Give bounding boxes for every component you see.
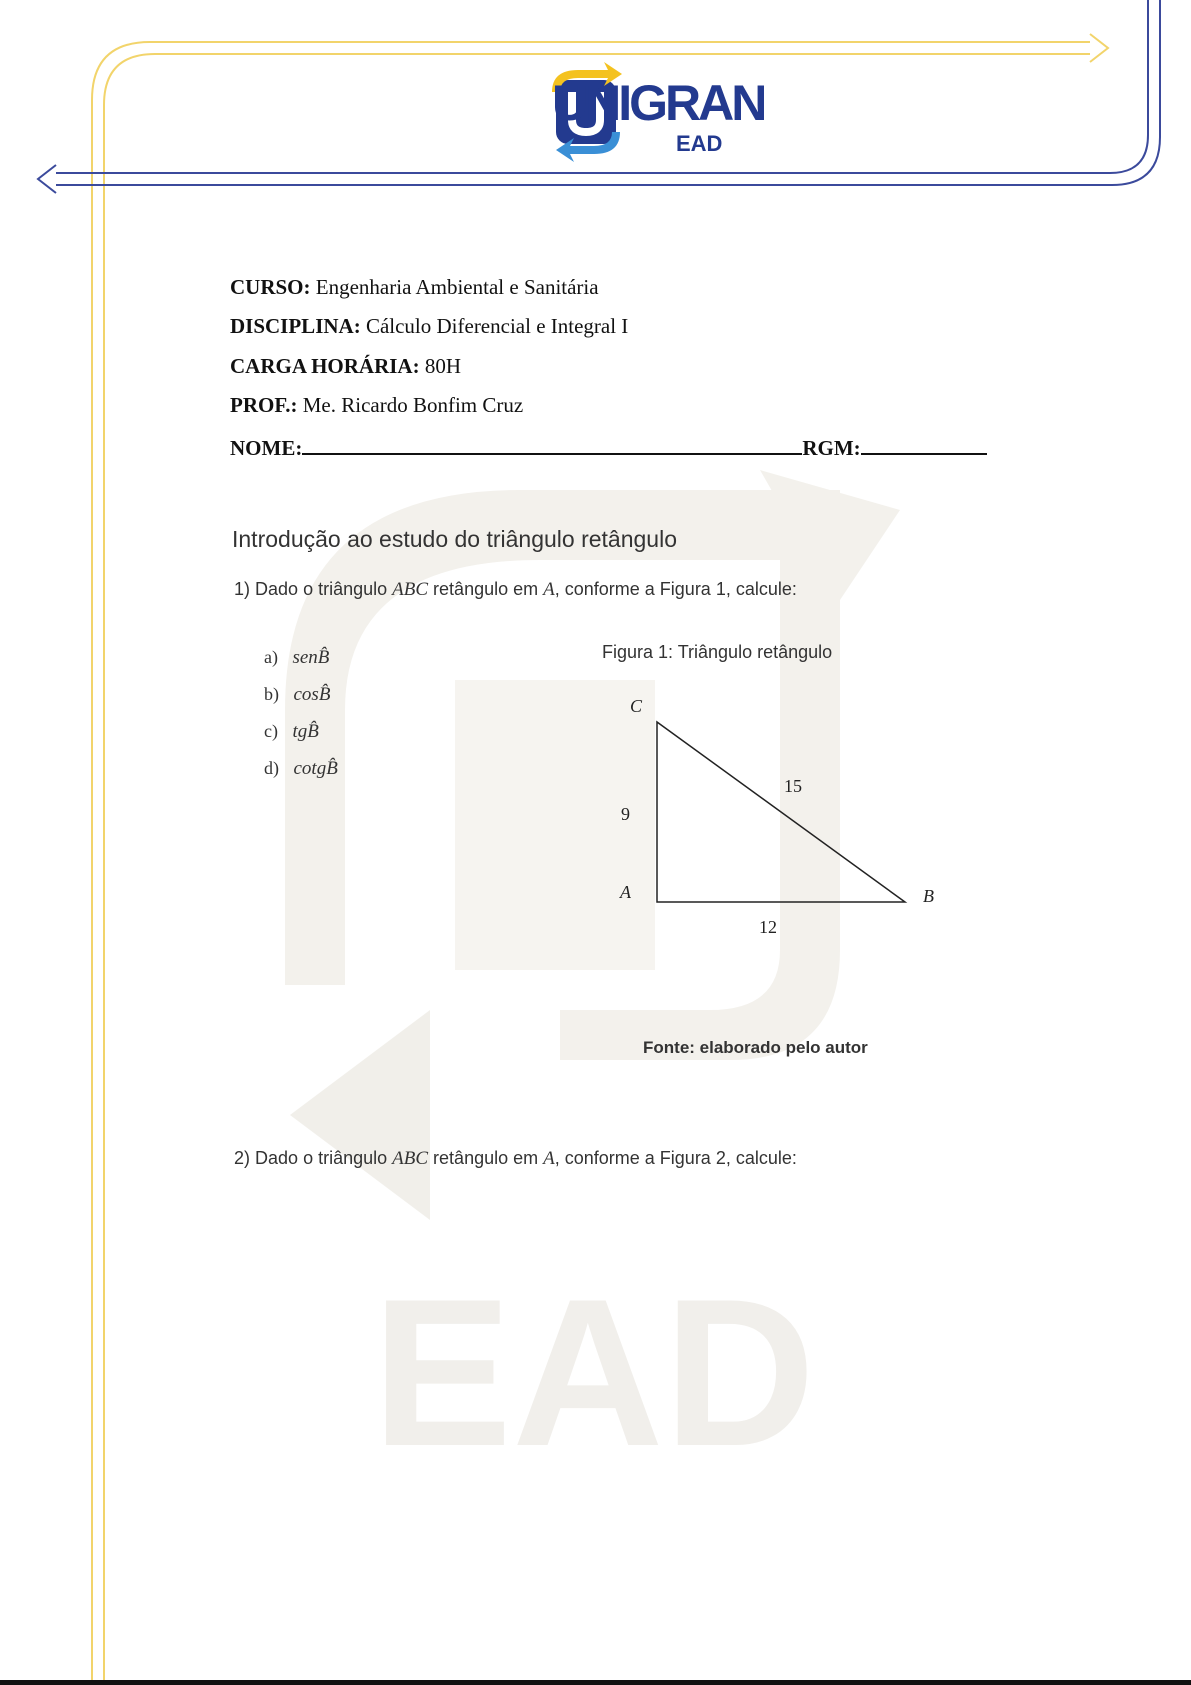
- q1-text-c: , conforme a Figura 1, calcule:: [554, 579, 797, 599]
- q2-text-b: retângulo em: [433, 1148, 539, 1168]
- carga-label: CARGA HORÁRIA:: [230, 354, 420, 378]
- rgm-field[interactable]: [861, 435, 987, 455]
- figure-caption: Figura 1: Triângulo retângulo: [602, 642, 833, 662]
- triangle-shape: [657, 722, 905, 902]
- rgm-label: RGM:: [802, 436, 861, 460]
- disciplina-label: DISCIPLINA:: [230, 314, 361, 338]
- nome-label: NOME:: [230, 436, 303, 460]
- carga-line: [230, 356, 461, 377]
- logo-subtext: EAD: [676, 131, 723, 156]
- disciplina-line: [230, 316, 628, 337]
- prof-label: PROF.:: [230, 393, 298, 417]
- frame-yellow-arrowhead: [1090, 34, 1108, 62]
- item-expr: cotgB̂: [293, 758, 338, 779]
- question-1: [234, 579, 797, 601]
- figure-source: Fonte: elaborado pelo autor: [643, 1038, 868, 1057]
- label-side-ac: 9: [621, 804, 630, 824]
- q1-number: 1): [234, 579, 251, 599]
- q1-triangle: ABC: [392, 579, 429, 600]
- item-expr: tgB̂: [292, 721, 319, 742]
- q1-item-c: [264, 721, 319, 743]
- question-2: [234, 1148, 797, 1170]
- q2-triangle: ABC: [392, 1148, 429, 1169]
- curso-label: CURSO:: [230, 275, 311, 299]
- item-letter: a): [264, 647, 278, 667]
- q1-item-d: [264, 758, 338, 780]
- item-expr: cosB̂: [293, 684, 331, 705]
- logo-text: UNIGRAN: [552, 75, 765, 131]
- curso-line: [230, 277, 599, 298]
- curso-value: Engenharia Ambiental e Sanitária: [315, 275, 599, 299]
- label-side-ab: 12: [759, 917, 777, 937]
- q2-text-c: , conforme a Figura 2, calcule:: [554, 1148, 797, 1168]
- frame-bottom-bar: [0, 1680, 1191, 1685]
- nome-field[interactable]: [302, 435, 802, 455]
- q1-vertex: A: [543, 579, 555, 600]
- q2-number: 2): [234, 1148, 251, 1168]
- q1-item-a: [264, 647, 329, 669]
- q2-vertex: A: [543, 1148, 555, 1169]
- section-title: Introdução ao estudo do triângulo retângulo: [232, 526, 677, 552]
- q2-text-a: Dado o triângulo: [255, 1148, 388, 1168]
- prof-line: [230, 395, 523, 416]
- right-triangle-figure: [600, 690, 960, 950]
- label-side-bc: 15: [784, 776, 802, 796]
- item-letter: d): [264, 758, 279, 778]
- q1-text-a: Dado o triângulo: [255, 579, 388, 599]
- item-letter: b): [264, 684, 279, 704]
- carga-value: 80H: [424, 354, 462, 378]
- disciplina-value: Cálculo Diferencial e Integral I: [365, 314, 629, 338]
- label-vertex-c: C: [630, 696, 643, 716]
- prof-value: Me. Ricardo Bonfim Cruz: [302, 393, 524, 417]
- label-vertex-a: A: [620, 882, 631, 902]
- q1-item-b: [264, 684, 330, 706]
- q1-text-b: retângulo em: [433, 579, 539, 599]
- nome-rgm-line: [230, 435, 987, 459]
- label-vertex-b: B: [923, 886, 934, 906]
- watermark-ead-text: EAD: [372, 1255, 816, 1490]
- item-letter: c): [264, 721, 278, 741]
- item-expr: senB̂: [292, 647, 330, 668]
- frame-blue-arrowhead: [38, 165, 56, 193]
